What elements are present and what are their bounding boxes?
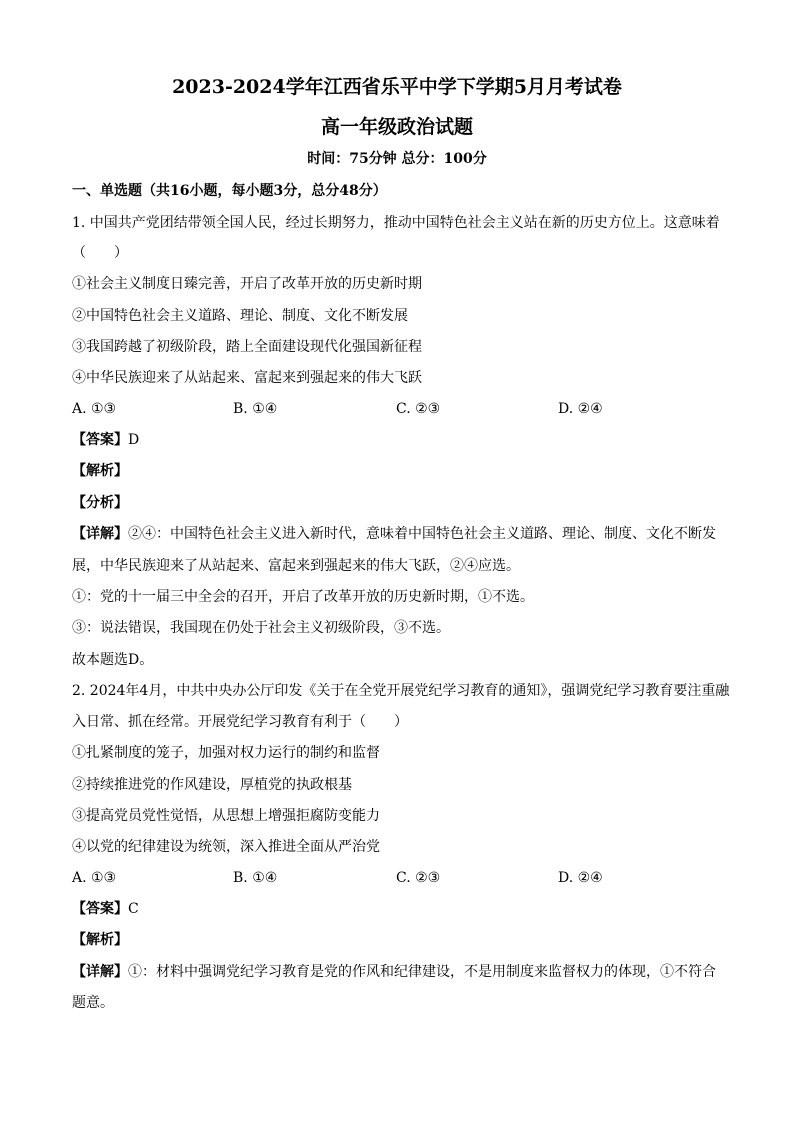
q1-detail-text1: ②④：中国特色社会主义进入新时代，意味着中国特色社会主义道路、理论、制度、文化不断发 — [128, 526, 716, 542]
q1-detail-tag: 【详解】 — [72, 526, 128, 542]
q1-answer-row — [72, 430, 139, 450]
q1-answer-tag: 【答案】 — [72, 432, 128, 448]
exam-meta: 时间：75分钟 总分：100分 — [307, 151, 487, 167]
q1-answer-value: D — [128, 432, 140, 448]
q1-stem-line2: （ ） — [72, 245, 128, 261]
q2-option-c: C. ②③ — [396, 870, 441, 886]
q2-stem-line1: 2. 2024年4月，中共中央办公厅印发《关于在全党开展党纪学习教育的通知》，强调党纪学习教育要注重融 — [72, 683, 730, 699]
q2-answer-row — [72, 899, 139, 919]
q1-detail-line2: 展，中华民族迎来了从站起来、富起来到强起来的伟大飞跃，②④应选。 — [72, 558, 520, 574]
q1-option-a: A. ①③ — [72, 401, 117, 417]
q2-stem-line2: 入日常、抓在经常。开展党纪学习教育有利于（ ） — [72, 714, 408, 730]
q1-detail-line3: ①：党的十一届三中全会的召开，开启了改革开放的历史新时期，①不选。 — [72, 589, 534, 605]
section-heading: 一、单选题（共16小题，每小题3分，总分48分） — [72, 183, 387, 199]
q1-detail-line4: ③：说法错误，我国现在仍处于社会主义初级阶段，③不选。 — [72, 620, 450, 636]
q2-answer-value: C — [128, 901, 139, 917]
q1-item-4: ④中华民族迎来了从站起来、富起来到强起来的伟大飞跃 — [72, 370, 422, 386]
q2-detail-line1 — [72, 962, 716, 982]
q1-fenxi-tag: 【分析】 — [72, 495, 128, 511]
q2-option-b: B. ①④ — [233, 870, 278, 886]
q2-answer-tag: 【答案】 — [72, 901, 128, 917]
q1-detail-line1 — [72, 524, 716, 544]
q2-option-a: A. ①③ — [72, 870, 117, 886]
q2-analysis-tag: 【解析】 — [72, 932, 128, 948]
q2-detail-tag: 【详解】 — [72, 964, 128, 980]
q2-item-4: ④以党的纪律建设为统领，深入推进全面从严治党 — [72, 839, 380, 855]
q2-detail-line2: 题意。 — [72, 995, 114, 1011]
q1-option-d: D. ②④ — [558, 401, 603, 417]
exam-subtitle: 高一年级政治试题 — [320, 116, 473, 138]
q2-detail-text1: ①：材料中强调党纪学习教育是党的作风和纪律建设，不是用制度来监督权力的体现，①不符合 — [128, 964, 716, 980]
q2-item-2: ②持续推进党的作风建设，厚植党的执政根基 — [72, 777, 352, 793]
q2-option-d: D. ②④ — [558, 870, 603, 886]
q1-item-1: ①社会主义制度日臻完善，开启了改革开放的历史新时期 — [72, 276, 422, 292]
q1-stem-line1: 1. 中国共产党团结带领全国人民，经过长期努力，推动中国特色社会主义站在新的历史方位上。这意味着 — [72, 215, 720, 231]
q2-item-1: ①扎紧制度的笼子，加强对权力运行的制约和监督 — [72, 745, 380, 761]
exam-title: 2023-2024学年江西省乐平中学下学期5月月考试卷 — [172, 76, 622, 98]
q2-item-3: ③提高党员党性觉悟，从思想上增强拒腐防变能力 — [72, 808, 380, 824]
q1-option-b: B. ①④ — [233, 401, 278, 417]
q1-item-3: ③我国跨越了初级阶段，踏上全面建设现代化强国新征程 — [72, 339, 422, 355]
q1-analysis-tag: 【解析】 — [72, 463, 128, 479]
q1-option-c: C. ②③ — [396, 401, 441, 417]
q1-conclusion: 故本题选D。 — [72, 652, 154, 668]
q1-item-2: ②中国特色社会主义道路、理论、制度、文化不断发展 — [72, 308, 408, 324]
